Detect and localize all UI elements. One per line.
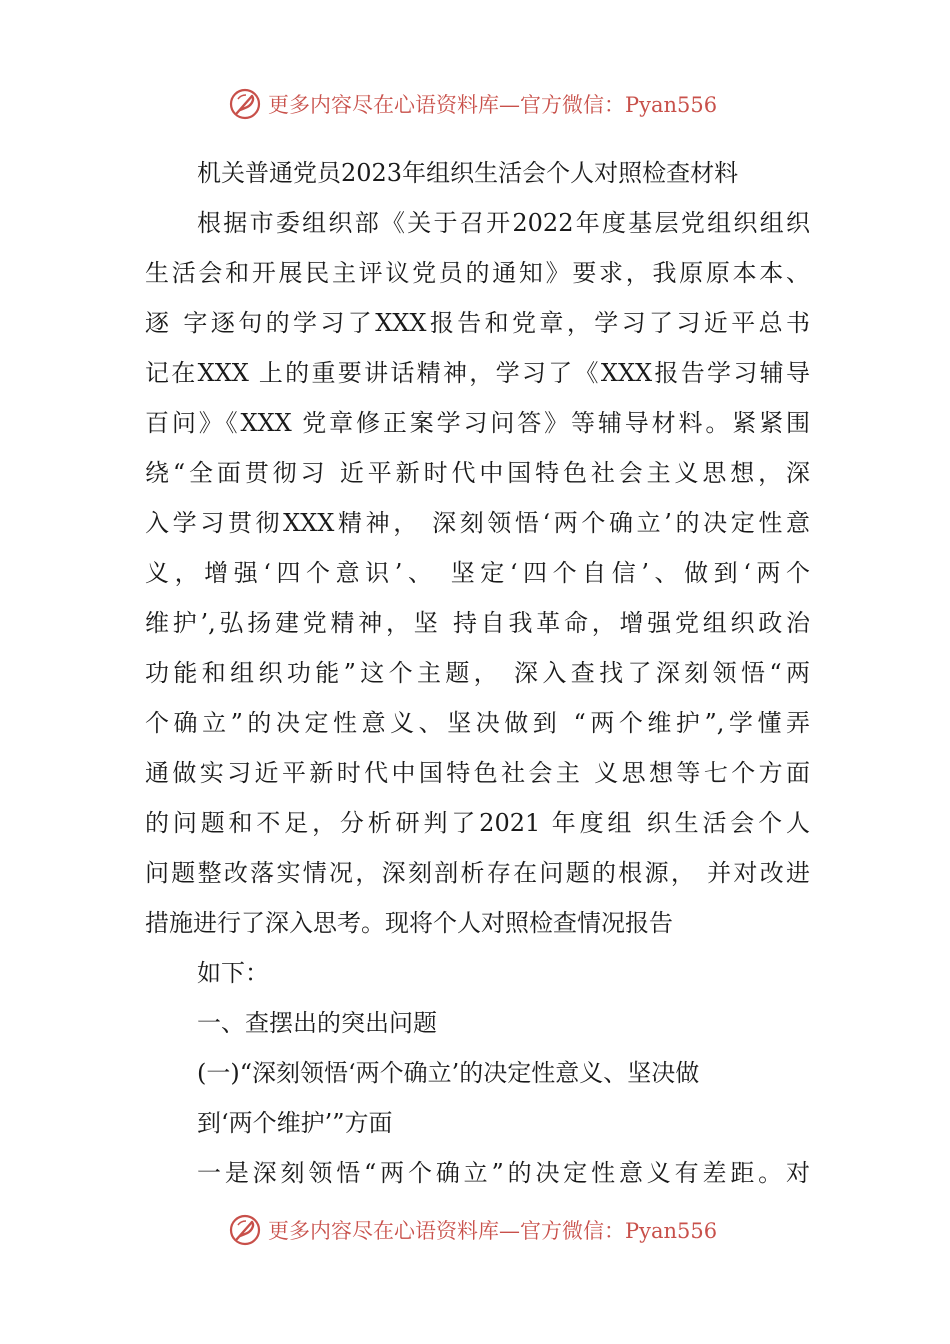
paragraph-line: 记在XXX 上的重要讲话精神，学习了《XXX报告学习辅导 [145,359,810,387]
paragraph-line: 入学习贯彻XXX精神， 深刻领悟‘两个确立’的决定性意 [145,509,810,537]
paragraph-line: 绕“全面贯彻习 近平新时代中国特色社会主义思想，深 [145,459,810,487]
paragraph-line: 逐 字逐句的学习了XXX报告和党章，学习了习近平总书 [145,309,810,337]
document-body [145,148,810,1198]
subheading-line: 到‘两个维护’”方面 [197,1109,393,1137]
paragraph-line: 问题整改落实情况，深刻剖析存在问题的根源， 并对改进 [145,859,810,887]
paragraph-line: 功能和组织功能”这个主题， 深入查找了深刻领悟“两 [145,659,810,687]
paragraph-line: 义，增强‘四个意识’、 坚定‘四个自信’、做到‘两个 [145,559,810,587]
watermark-text-bottom: 更多内容尽在心语资料库—官方微信：Pyan556 [268,1219,718,1243]
quill-logo-icon [228,1213,262,1247]
paragraph-end: 如下： [197,959,269,987]
quill-logo-icon [228,87,262,121]
paragraph-line: 生活会和开展民主评议党员的通知》要求，我原原本本、 [145,259,810,287]
paragraph-line: 个确立”的决定性意义、坚决做到 “两个维护”,学懂弄 [145,709,810,737]
paragraph-line: 根据市委组织部《关于召开2022年度基层党组织组织 [197,209,810,237]
paragraph-line: 百问》《XXX 党章修正案学习问答》等辅导材料。紧紧围 [145,409,810,437]
body-last-line: 一是深刻领悟“两个确立”的决定性意义有差距。对 [197,1159,810,1187]
watermark-text-top: 更多内容尽在心语资料库—官方微信：Pyan556 [268,93,718,117]
watermark-banner-top [228,84,717,124]
document-title: 机关普通党员2023年组织生活会个人对照检查材料 [197,159,739,187]
paragraph-line: 的问题和不足，分析研判了2021 年度组 织生活会个人 [145,809,810,837]
subheading-line: (一)“深刻领悟‘两个确立’的决定性意义、坚决做 [197,1059,700,1087]
paragraph-line: 通做实习近平新时代中国特色社会主 义思想等七个方面 [145,759,810,787]
section-heading: 一、查摆出的突出问题 [197,1009,437,1037]
paragraph-line: 维护’,弘扬建党精神，坚 持自我革命，增强党组织政治 [145,609,810,637]
watermark-banner-bottom [228,1210,717,1250]
paragraph-line: 措施进行了深入思考。现将个人对照检查情况报告 [145,909,673,937]
